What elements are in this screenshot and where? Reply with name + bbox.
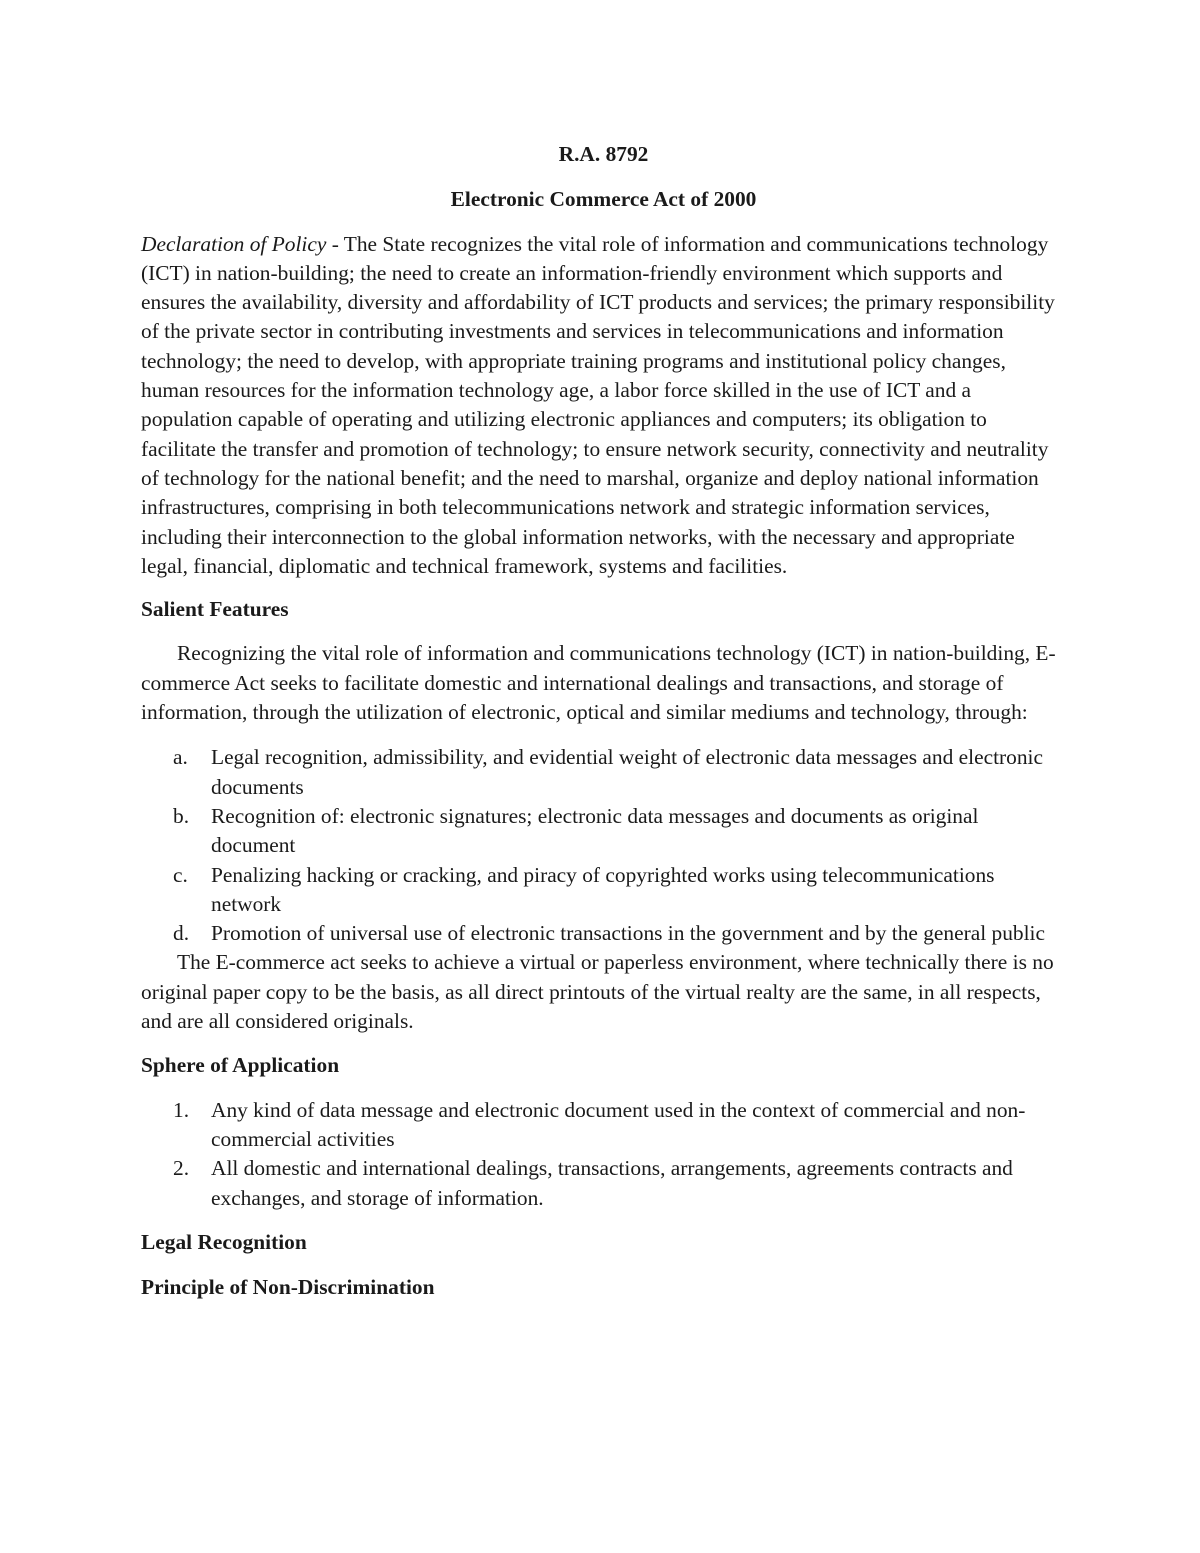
list-item	[141, 743, 1066, 802]
policy-text: - The State recognizes the vital role of information and communications technology (ICT) in nation-building; the need to create an information-friendly environment which supports and ensures the availability, diversity and affordability of ICT products and services; the primary responsibility of the private sector in contributing investments and services in telecommunications and information technology; the need to develop, with appropriate training programs and institutional policy changes, human resources for the information technology age, a labor force skilled in the use of ICT and a population capable of operating and utilizing electronic appliances and computers; its obligation to facilitate the transfer and promotion of technology; to ensure network security, connectivity and neutrality of technology for the national benefit; and the need to marshal, organize and deploy national information infrastructures, comprising in both telecommunications network and strategic information services, including their interconnection to the global information networks, with the necessary and appropriate legal, financial, diplomatic and technical framework, systems and facilities.	[141, 231, 1055, 578]
list-item-text: Promotion of universal use of electronic transactions in the government and by the general public	[211, 921, 1045, 946]
list-marker: 1.	[173, 1097, 190, 1122]
declaration-of-policy-paragraph	[141, 230, 1066, 582]
salient-features-intro: Recognizing the vital role of information and communications technology (ICT) in nation-building, E-commerce Act seeks to facilitate domestic and international dealings and transactions, and storage of information, through the utilization of electronic, optical and similar mediums and technology, through:	[141, 641, 1056, 725]
sphere-of-application-list	[141, 1096, 1066, 1213]
salient-features-list	[141, 743, 1066, 948]
document-subtitle: Electronic Commerce Act of 2000	[450, 187, 757, 212]
document-page	[141, 140, 1066, 1317]
list-marker: b.	[173, 803, 190, 828]
sphere-of-application-heading: Sphere of Application	[141, 1053, 340, 1078]
list-item	[141, 1154, 1066, 1213]
list-marker: c.	[173, 862, 188, 887]
legal-recognition-heading: Legal Recognition	[141, 1229, 307, 1254]
closing-paragraph: The E-commerce act seeks to achieve a virtual or paperless environment, where technically there is no original paper copy to be the basis, as all direct printouts of the virtual realty are the same, in all respects, and are all considered originals.	[141, 950, 1054, 1034]
policy-label: Declaration of Policy	[141, 231, 327, 256]
list-item-text: Penalizing hacking or cracking, and piracy of copyrighted works using telecommunications network	[211, 862, 995, 916]
list-marker: d.	[173, 921, 190, 946]
list-item-text: Legal recognition, admissibility, and evidential weight of electronic data messages and electronic documents	[211, 745, 1043, 799]
non-discrimination-heading: Principle of Non-Discrimination	[141, 1275, 435, 1300]
salient-features-heading: Salient Features	[141, 597, 289, 622]
list-item	[141, 1096, 1066, 1155]
list-item-text: Any kind of data message and electronic document used in the context of commercial and non-commercial activities	[211, 1097, 1026, 1151]
list-item	[141, 861, 1066, 920]
list-item-text: All domestic and international dealings, transactions, arrangements, agreements contracts and exchanges, and storage of information.	[211, 1156, 1013, 1210]
list-marker: 2.	[173, 1156, 190, 1181]
list-item-text: Recognition of: electronic signatures; electronic data messages and documents as original document	[211, 803, 979, 858]
document-title: R.A. 8792	[558, 142, 649, 166]
list-item	[141, 919, 1066, 948]
list-item	[141, 802, 1066, 861]
list-marker: a.	[173, 745, 188, 770]
